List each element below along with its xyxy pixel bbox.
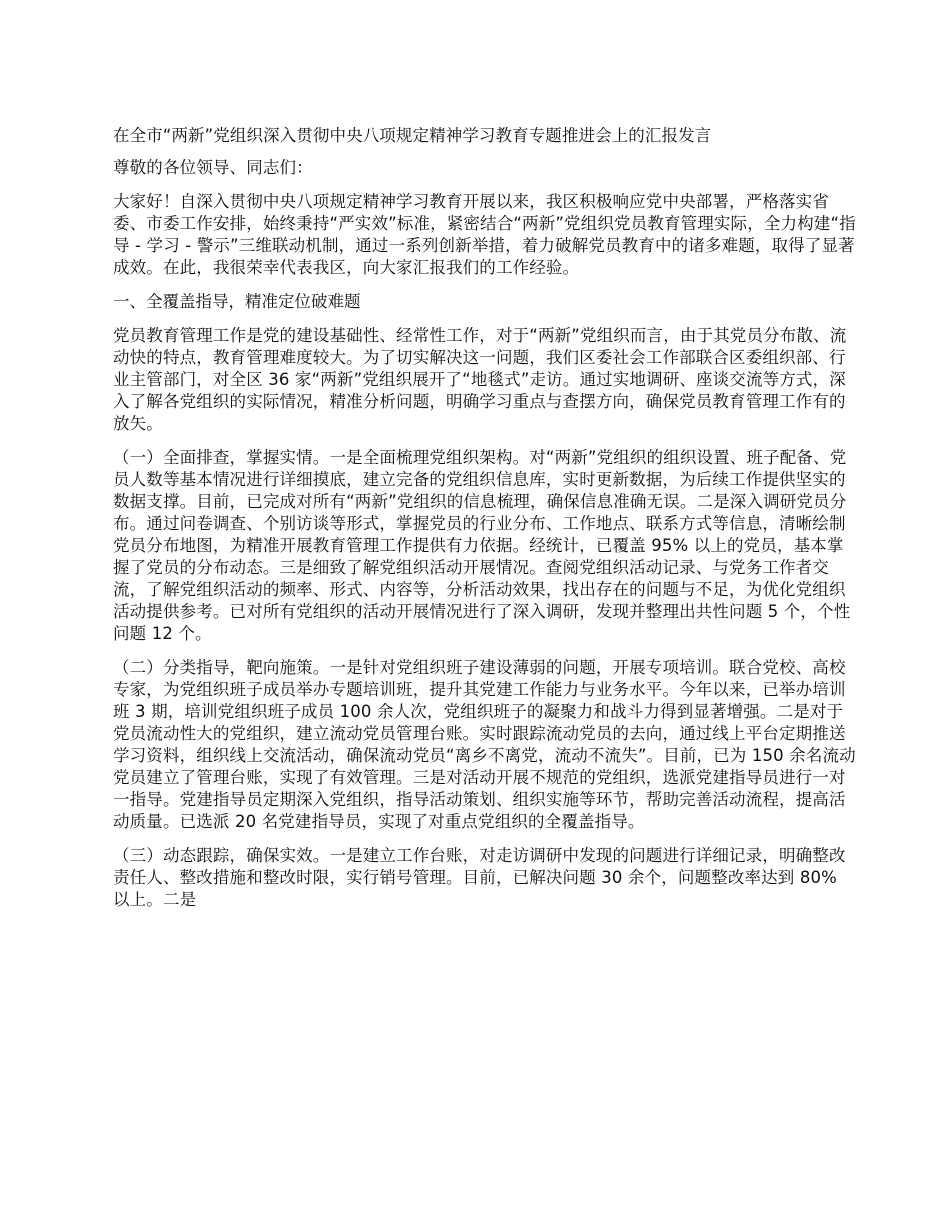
- greeting: 尊敬的各位领导、同志们：: [113, 158, 313, 177]
- document-page: [113, 124, 858, 923]
- subsection-2-paragraph: （二）分类指导，靶向施策。一是针对党组织班子建设薄弱的问题，开展专项培训。联合党校、高校专家，为党组织班子成员举办专题培训班，提升其党建工作能力与业务水平。今年以来，已举办培训班 3 期，培训党组织班子成员 100 余人次，党组织班子的凝聚力和战斗力得到显著增强。二是对于党员流动性大的党组织，建立流动党员管理台账。实时跟踪流动党员的去向，通过线上平台定期推送学习资料，组织线上交流活动，确保流动党员“离乡不离党，流动不流失”。目前，已为 150 余名流动党员建立了管理台账，实现了有效管理。三是对活动开展不规范的党组织，选派党建指导员进行一对一指导。党建指导员定期深入党组织，指导活动策划、组织实施等环节，帮助完善活动流程，提高活动质量。已选派 20 名党建指导员，实现了对重点党组织的全覆盖指导。: [113, 658, 856, 831]
- section-heading-1: 一、全覆盖指导，精准定位破难题: [113, 292, 361, 311]
- section-1-paragraph: 党员教育管理工作是党的建设基础性、经常性工作，对于“两新”党组织而言，由于其党员分布散、流动快的特点，教育管理难度较大。为了切实解决这一问题，我们区委社会工作部联合区委组织部、行业主管部门，对全区 36 家“两新”党组织展开了“地毯式”走访。通过实地调研、座谈交流等方式，深入了解各党组织的实际情况，精准分析问题，明确学习重点与查摆方向，确保党员教育管理工作有的放矢。: [113, 326, 847, 433]
- subsection-1-paragraph: （一）全面排查，掌握实情。一是全面梳理党组织架构。对“两新”党组织的组织设置、班子配备、党员人数等基本情况进行详细摸底，建立完备的党组织信息库，实时更新数据，为后续工作提供坚实的数据支撑。目前，已完成对所有“两新”党组织的信息梳理，确保信息准确无误。二是深入调研党员分布。通过问卷调查、个别访谈等形式，掌握党员的行业分布、工作地点、联系方式等信息，清晰绘制党员分布地图，为精准开展教育管理工作提供有力依据。经统计，已覆盖 95% 以上的党员，基本掌握了党员的分布动态。三是细致了解党组织活动开展情况。查阅党组织活动记录、与党务工作者交流，了解党组织活动的频率、形式、内容等，分析活动效果，找出存在的问题与不足，为优化党组织活动提供参考。已对所有党组织的活动开展情况进行了深入调研，发现并整理出共性问题 5 个，个性问题 12 个。: [113, 448, 851, 643]
- subsection-3-paragraph: （三）动态跟踪，确保实效。一是建立工作台账，对走访调研中发现的问题进行详细记录，明确整改责任人、整改措施和整改时限，实行销号管理。目前，已解决问题 30 余个，问题整改率达到 80% 以上。二是: [113, 846, 846, 909]
- intro-paragraph: 大家好！自深入贯彻中央八项规定精神学习教育开展以来，我区积极响应党中央部署，严格落实省委、市委工作安排，始终秉持“严实效”标准，紧密结合“两新”党组织党员教育管理实际，全力构建“指导 - 学习 - 警示”三维联动机制，通过一系列创新举措，着力破解党员教育中的诸多难题，取得了显著成效。在此，我很荣幸代表我区，向大家汇报我们的工作经验。: [113, 192, 856, 277]
- document-title: 在全市“两新”党组织深入贯彻中央八项规定精神学习教育专题推进会上的汇报发言: [113, 126, 712, 145]
